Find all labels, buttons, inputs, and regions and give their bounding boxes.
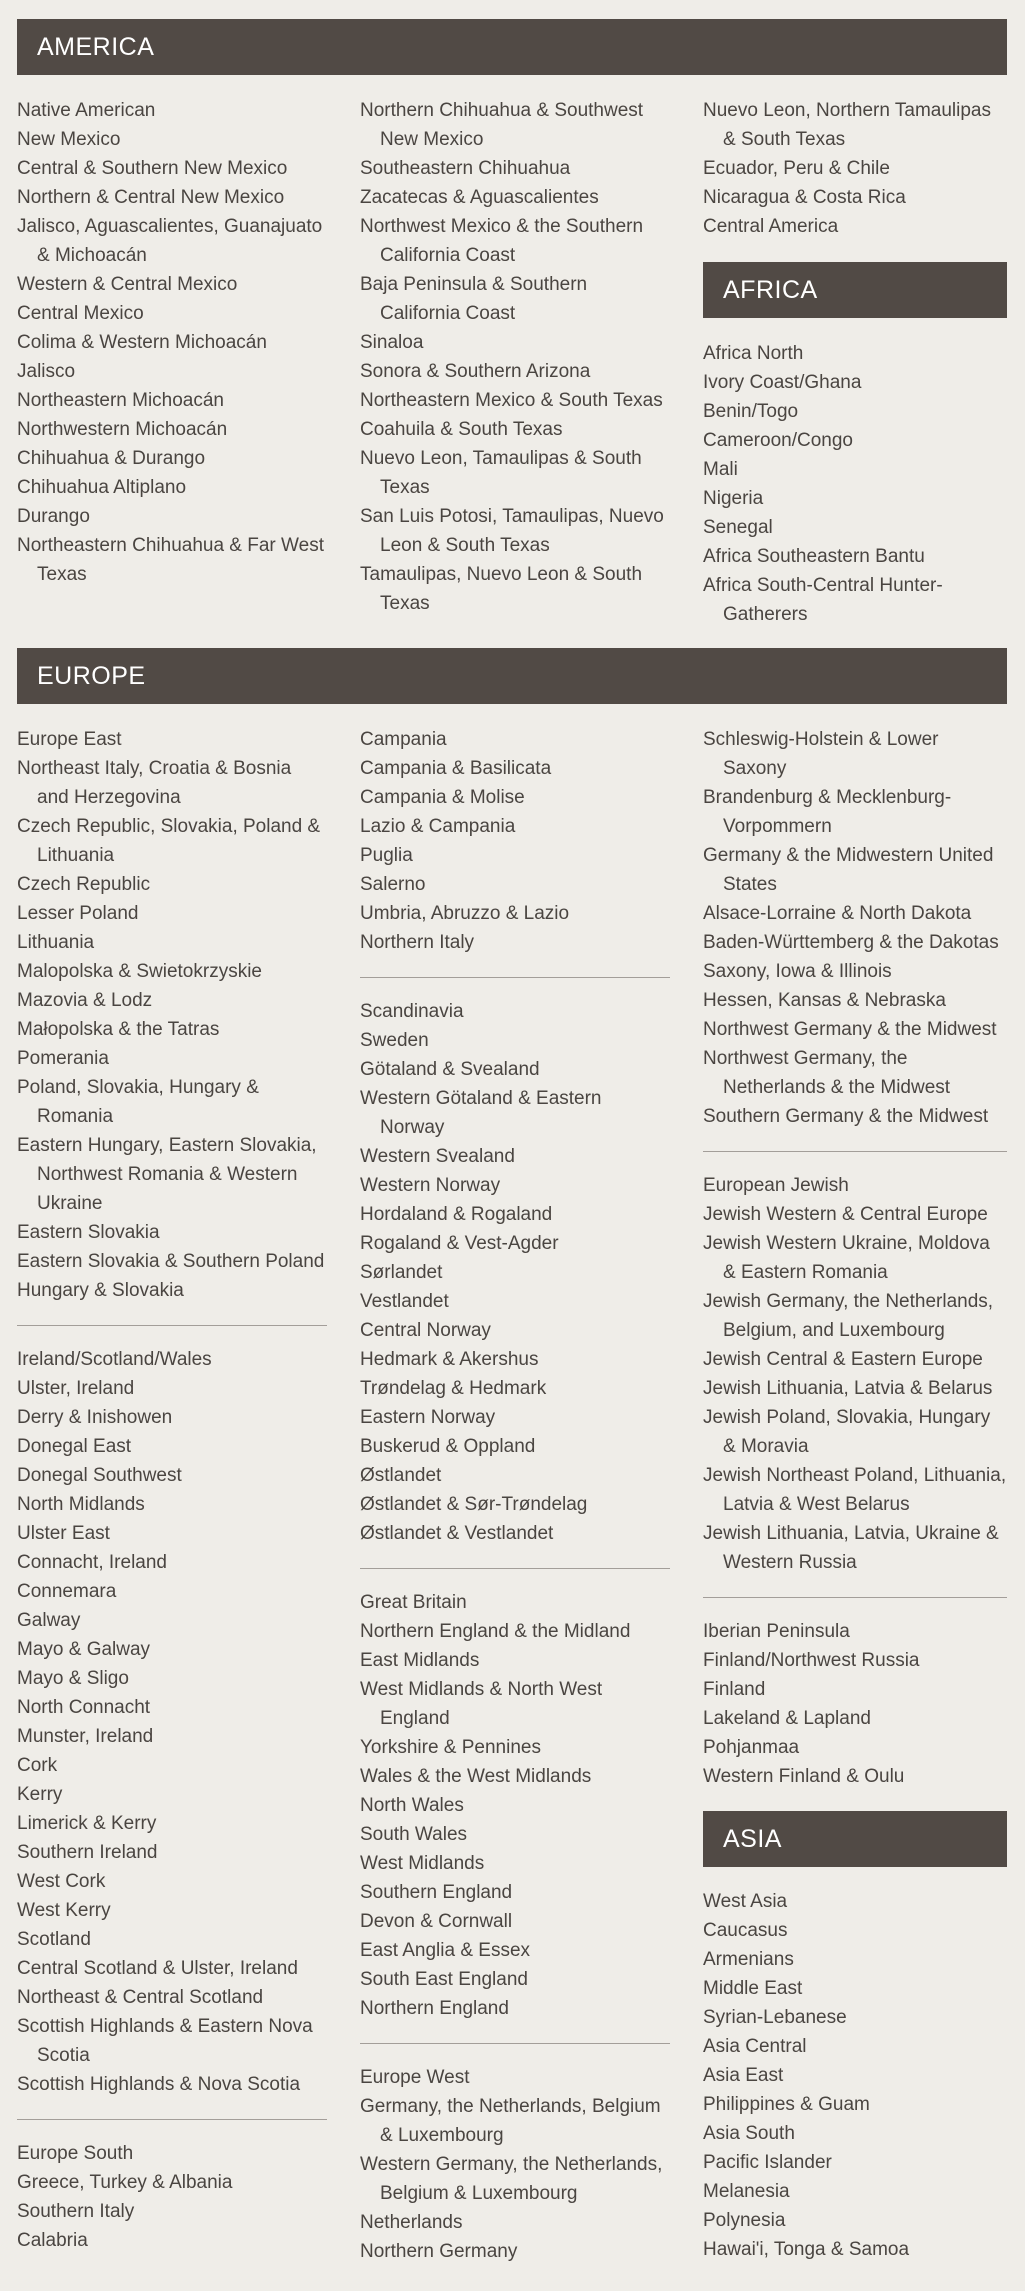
list-item: Malopolska & Swietokrzyskie	[17, 961, 262, 982]
europe-list-ireland	[17, 1345, 327, 2099]
section-title-asia: ASIA	[723, 1825, 782, 1853]
list-item: West Midlands & North West England	[360, 1679, 603, 1729]
list-item: West Kerry	[17, 1900, 111, 1921]
list-item: Østlandet	[360, 1465, 442, 1486]
list-item: Philippines & Guam	[703, 2094, 870, 2115]
list-item: Donegal Southwest	[17, 1465, 182, 1486]
list-item: Scotland	[17, 1929, 91, 1950]
section-header-america	[17, 19, 1007, 75]
section-header-asia	[703, 1811, 1007, 1867]
list-item: Central America	[703, 216, 839, 237]
list-item: Pomerania	[17, 1048, 109, 1069]
list-item: Nicaragua & Costa Rica	[703, 187, 906, 208]
list-item: Western Svealand	[360, 1146, 515, 1167]
list-item: Nuevo Leon, Tamaulipas & South Texas	[360, 448, 642, 498]
list-item: Northeastern Michoacán	[17, 390, 224, 411]
list-item: Ulster, Ireland	[17, 1378, 135, 1399]
list-item: Greece, Turkey & Albania	[17, 2172, 233, 2193]
divider	[17, 2119, 327, 2120]
list-item: Jalisco, Aguascalientes, Guanajuato & Michoacán	[17, 216, 323, 266]
asia-list	[703, 1887, 1007, 2264]
list-item: Africa North	[703, 343, 804, 364]
list-item: Salerno	[360, 874, 426, 895]
list-item: Nigeria	[703, 488, 764, 509]
list-item: San Luis Potosi, Tamaulipas, Nuevo Leon & South Texas	[360, 506, 664, 556]
list-item: West Midlands	[360, 1853, 485, 1874]
america-list-1	[17, 96, 327, 589]
list-item: Hordaland & Rogaland	[360, 1204, 553, 1225]
list-item: Finland	[703, 1679, 766, 1700]
list-item: Campania & Basilicata	[360, 758, 552, 779]
list-item: Jewish Central & Eastern Europe	[703, 1349, 983, 1370]
list-item: Europe East	[17, 729, 122, 750]
list-item: Caucasus	[703, 1920, 788, 1941]
list-item: Czech Republic	[17, 874, 151, 895]
list-item: Yorkshire & Pennines	[360, 1737, 541, 1758]
america-column-3	[703, 96, 1007, 629]
list-item: Middle East	[703, 1978, 803, 1999]
list-item: Baden-Württemberg & the Dakotas	[703, 932, 999, 953]
list-item: Chihuahua Altiplano	[17, 477, 187, 498]
list-item: Zacatecas & Aguascalientes	[360, 187, 599, 208]
section-title-africa: AFRICA	[723, 276, 818, 304]
list-item: North Midlands	[17, 1494, 145, 1515]
list-item: Lesser Poland	[17, 903, 139, 924]
list-item: Finland/Northwest Russia	[703, 1650, 920, 1671]
europe-list-jewish	[703, 1171, 1007, 1577]
list-item: Donegal East	[17, 1436, 132, 1457]
list-item: Nuevo Leon, Northern Tamaulipas & South Texas	[703, 100, 991, 150]
list-item: South East England	[360, 1969, 528, 1990]
list-item: Kerry	[17, 1784, 63, 1805]
list-item: Saxony, Iowa & Illinois	[703, 961, 892, 982]
list-item: Tamaulipas, Nuevo Leon & South Texas	[360, 564, 643, 614]
list-item: Devon & Cornwall	[360, 1911, 513, 1932]
list-item: Connemara	[17, 1581, 117, 1602]
list-item: Central Scotland & Ulster, Ireland	[17, 1958, 298, 1979]
section-header-africa	[703, 262, 1007, 318]
list-item: Asia South	[703, 2123, 795, 2144]
list-item: Alsace-Lorraine & North Dakota	[703, 903, 972, 924]
list-item: Jewish Lithuania, Latvia & Belarus	[703, 1378, 993, 1399]
list-item: Mali	[703, 459, 738, 480]
europe-list-italy	[360, 725, 670, 957]
section-header-europe	[17, 648, 1007, 704]
section-title-europe: EUROPE	[37, 662, 146, 690]
list-item: Jewish Lithuania, Latvia, Ukraine & Western Russia	[703, 1523, 999, 1573]
list-item: Southeastern Chihuahua	[360, 158, 571, 179]
list-item: Senegal	[703, 517, 773, 538]
europe-column-2	[360, 725, 670, 2266]
list-item: Lakeland & Lapland	[703, 1708, 871, 1729]
list-item: Calabria	[17, 2230, 88, 2251]
list-item: Africa Southeastern Bantu	[703, 546, 925, 567]
list-item: Western Finland & Oulu	[703, 1766, 905, 1787]
list-item: Sørlandet	[360, 1262, 443, 1283]
list-item: Western Götaland & Eastern Norway	[360, 1088, 602, 1138]
list-item: Vestlandet	[360, 1291, 449, 1312]
list-item: Melanesia	[703, 2181, 790, 2202]
list-item: Baja Peninsula & Southern California Coast	[360, 274, 588, 324]
europe-list-south	[17, 2139, 327, 2255]
list-item: Ecuador, Peru & Chile	[703, 158, 890, 179]
list-item: Poland, Slovakia, Hungary & Romania	[17, 1077, 259, 1127]
list-item: Durango	[17, 506, 90, 527]
list-item: Cork	[17, 1755, 58, 1776]
list-item: Africa South-Central Hunter-Gatherers	[703, 575, 943, 625]
list-item: Mazovia & Lodz	[17, 990, 153, 1011]
list-item: Northwestern Michoacán	[17, 419, 228, 440]
list-item: North Connacht	[17, 1697, 151, 1718]
list-item: Northwest Mexico & the Southern California Coast	[360, 216, 644, 266]
list-item: North Wales	[360, 1795, 464, 1816]
divider	[17, 1325, 327, 1326]
europe-list-east	[17, 725, 327, 1305]
divider	[703, 1151, 1007, 1152]
list-item: Northern Italy	[360, 932, 475, 953]
list-item: Schleswig-Holstein & Lower Saxony	[703, 729, 939, 779]
list-item: Central Mexico	[17, 303, 144, 324]
list-item: Europe South	[17, 2143, 134, 2164]
list-item: Northeastern Chihuahua & Far West Texas	[17, 535, 324, 585]
list-item: Northeast & Central Scotland	[17, 1987, 264, 2008]
list-item: Cameroon/Congo	[703, 430, 853, 451]
list-item: Europe West	[360, 2067, 470, 2088]
list-item: Hessen, Kansas & Nebraska	[703, 990, 946, 1011]
list-item: Pacific Islander	[703, 2152, 832, 2173]
europe-list-germany	[703, 725, 1007, 1131]
list-item: New Mexico	[17, 129, 121, 150]
list-item: Galway	[17, 1610, 81, 1631]
list-item: Pohjanmaa	[703, 1737, 800, 1758]
divider	[360, 2043, 670, 2044]
list-item: Buskerud & Oppland	[360, 1436, 536, 1457]
europe-list-great-britain	[360, 1588, 670, 2023]
list-item: Asia East	[703, 2065, 784, 2086]
divider	[703, 1597, 1007, 1598]
section-title-america: AMERICA	[37, 33, 155, 61]
list-item: Munster, Ireland	[17, 1726, 154, 1747]
list-item: Derry & Inishowen	[17, 1407, 173, 1428]
list-item: Western & Central Mexico	[17, 274, 238, 295]
list-item: Jalisco	[17, 361, 76, 382]
list-item: European Jewish	[703, 1175, 849, 1196]
list-item: Scottish Highlands & Nova Scotia	[17, 2074, 301, 2095]
europe-column-3	[703, 725, 1007, 2264]
europe-list-west	[360, 2063, 670, 2266]
list-item: Trøndelag & Hedmark	[360, 1378, 547, 1399]
list-item: Eastern Slovakia & Southern Poland	[17, 1251, 325, 1272]
list-item: Campania & Molise	[360, 787, 525, 808]
list-item: Lazio & Campania	[360, 816, 516, 837]
list-item: Southern Ireland	[17, 1842, 158, 1863]
list-item: Lithuania	[17, 932, 95, 953]
europe-list-finland	[703, 1617, 1007, 1791]
list-item: Northern England & the Midland	[360, 1621, 631, 1642]
list-item: Jewish Western & Central Europe	[703, 1204, 988, 1225]
list-item: Coahuila & South Texas	[360, 419, 563, 440]
list-item: Connacht, Ireland	[17, 1552, 167, 1573]
list-item: Central Norway	[360, 1320, 491, 1341]
list-item: Limerick & Kerry	[17, 1813, 157, 1834]
list-item: Southern Italy	[17, 2201, 135, 2222]
list-item: Western Germany, the Netherlands, Belgium & Luxembourg	[360, 2154, 663, 2204]
divider	[360, 1568, 670, 1569]
list-item: Mayo & Galway	[17, 1639, 151, 1660]
list-item: Benin/Togo	[703, 401, 799, 422]
list-item: South Wales	[360, 1824, 468, 1845]
divider	[360, 977, 670, 978]
europe-column-1	[17, 725, 327, 2255]
america-column-1	[17, 96, 327, 589]
list-item: Germany, the Netherlands, Belgium & Luxembourg	[360, 2096, 661, 2146]
list-item: Sinaloa	[360, 332, 424, 353]
list-item: Eastern Hungary, Eastern Slovakia, Northwest Romania & Western Ukraine	[17, 1135, 317, 1214]
list-item: Østlandet & Sør-Trøndelag	[360, 1494, 588, 1515]
list-item: Hawai'i, Tonga & Samoa	[703, 2239, 910, 2260]
list-item: East Anglia & Essex	[360, 1940, 531, 1961]
list-item: Syrian-Lebanese	[703, 2007, 847, 2028]
list-item: Northern & Central New Mexico	[17, 187, 285, 208]
list-item: Netherlands	[360, 2212, 463, 2233]
list-item: Wales & the West Midlands	[360, 1766, 592, 1787]
list-item: Ulster East	[17, 1523, 110, 1544]
list-item: Jewish Germany, the Netherlands, Belgium, and Luxembourg	[703, 1291, 994, 1341]
list-item: Great Britain	[360, 1592, 467, 1613]
list-item: Polynesia	[703, 2210, 786, 2231]
list-item: Østlandet & Vestlandet	[360, 1523, 554, 1544]
list-item: Northwest Germany, the Netherlands & the Midwest	[703, 1048, 951, 1098]
list-item: Scandinavia	[360, 1001, 464, 1022]
list-item: Campania	[360, 729, 447, 750]
list-item: Native American	[17, 100, 156, 121]
list-item: Ivory Coast/Ghana	[703, 372, 862, 393]
list-item: Iberian Peninsula	[703, 1621, 850, 1642]
list-item: Jewish Northeast Poland, Lithuania, Latvia & West Belarus	[703, 1465, 1007, 1515]
america-column-2	[360, 96, 670, 618]
list-item: Southern England	[360, 1882, 513, 1903]
list-item: Central & Southern New Mexico	[17, 158, 288, 179]
list-item: Chihuahua & Durango	[17, 448, 206, 469]
list-item: Umbria, Abruzzo & Lazio	[360, 903, 570, 924]
list-item: Germany & the Midwestern United States	[703, 845, 994, 895]
list-item: Southern Germany & the Midwest	[703, 1106, 989, 1127]
list-item: Eastern Norway	[360, 1407, 496, 1428]
list-item: Rogaland & Vest-Agder	[360, 1233, 559, 1254]
list-item: Ireland/Scotland/Wales	[17, 1349, 212, 1370]
europe-list-scandinavia	[360, 997, 670, 1548]
list-item: Brandenburg & Mecklenburg-Vorpommern	[703, 787, 952, 837]
list-item: Scottish Highlands & Eastern Nova Scotia	[17, 2016, 313, 2066]
list-item: Northern Chihuahua & Southwest New Mexico	[360, 100, 644, 150]
list-item: Jewish Poland, Slovakia, Hungary & Moravia	[703, 1407, 991, 1457]
list-item: West Cork	[17, 1871, 106, 1892]
list-item: East Midlands	[360, 1650, 480, 1671]
list-item: Hungary & Slovakia	[17, 1280, 184, 1301]
list-item: Northwest Germany & the Midwest	[703, 1019, 997, 1040]
list-item: Jewish Western Ukraine, Moldova & Eastern Romania	[703, 1233, 990, 1283]
list-item: Armenians	[703, 1949, 794, 1970]
list-item: Czech Republic, Slovakia, Poland & Lithuania	[17, 816, 321, 866]
africa-list	[703, 339, 1007, 629]
list-item: Eastern Slovakia	[17, 1222, 160, 1243]
list-item: Götaland & Svealand	[360, 1059, 540, 1080]
list-item: West Asia	[703, 1891, 788, 1912]
list-item: Colima & Western Michoacán	[17, 332, 267, 353]
list-item: Northern England	[360, 1998, 509, 2019]
list-item: Northeast Italy, Croatia & Bosnia and Herzegovina	[17, 758, 292, 808]
list-item: Asia Central	[703, 2036, 807, 2057]
list-item: Mayo & Sligo	[17, 1668, 129, 1689]
list-item: Sonora & Southern Arizona	[360, 361, 591, 382]
list-item: Hedmark & Akershus	[360, 1349, 539, 1370]
america-list-3	[703, 96, 1007, 241]
list-item: Western Norway	[360, 1175, 501, 1196]
list-item: Sweden	[360, 1030, 429, 1051]
list-item: Małopolska & the Tatras	[17, 1019, 220, 1040]
list-item: Puglia	[360, 845, 413, 866]
list-item: Northern Germany	[360, 2241, 518, 2262]
list-item: Northeastern Mexico & South Texas	[360, 390, 663, 411]
america-list-2	[360, 96, 670, 618]
